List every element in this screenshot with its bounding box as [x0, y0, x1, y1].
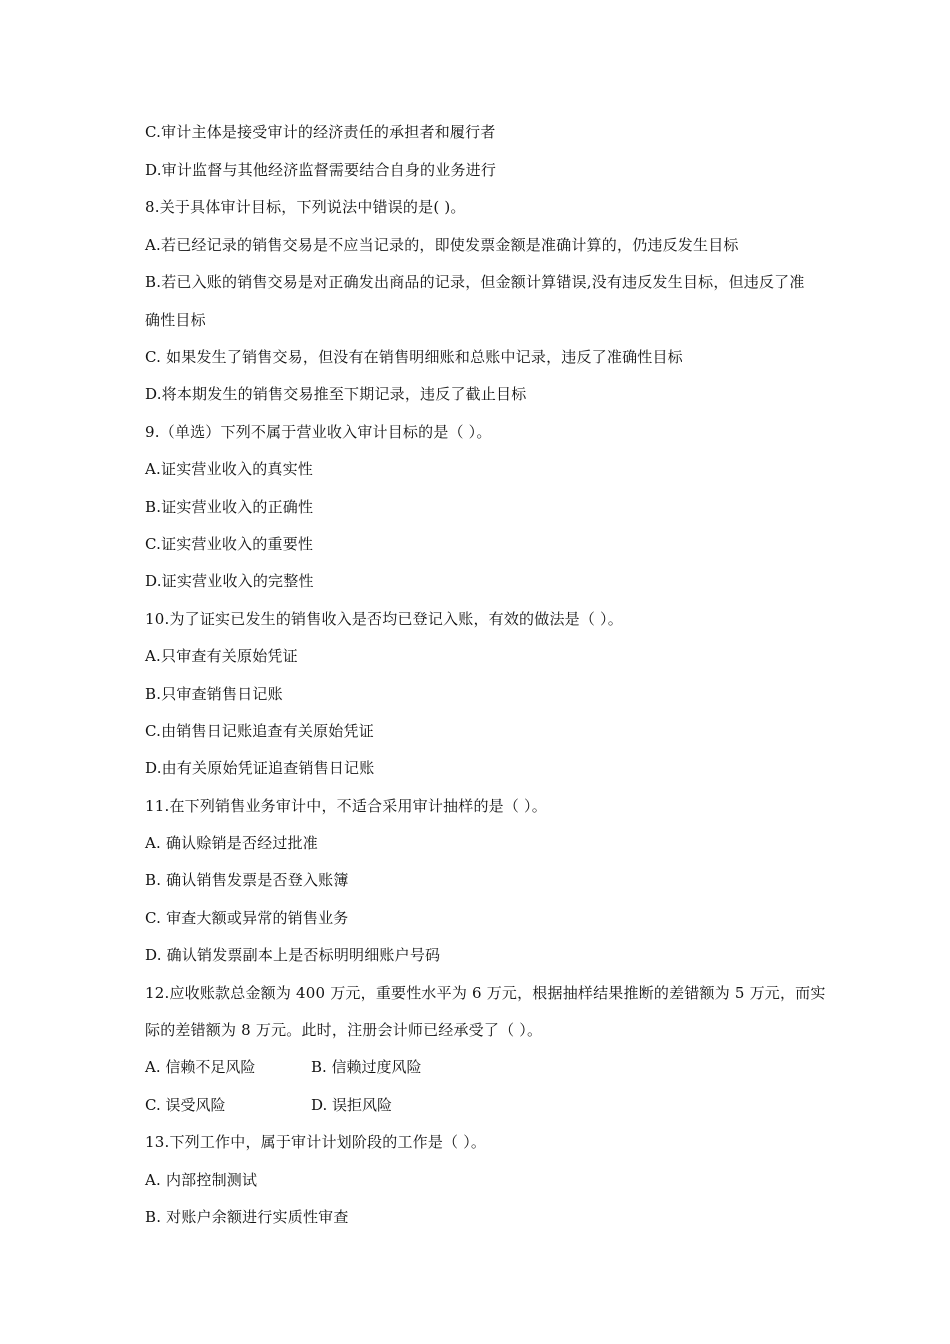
q8-option-a: A.若已经记录的销售交易是不应当记录的，即使发票金额是准确计算的，仍违反发生目标	[145, 236, 739, 254]
q11-option-c: C. 审查大额或异常的销售业务	[145, 909, 349, 927]
q8-option-d: D.将本期发生的销售交易推至下期记录，违反了截止目标	[145, 385, 527, 403]
q8-option-b: B.若已入账的销售交易是对正确发出商品的记录，但金额计算错误,没有违反发生目标，但违反了准	[145, 273, 805, 291]
q11-option-b: B. 确认销售发票是否登入账簿	[145, 871, 349, 889]
q10-stem: 10.为了证实已发生的销售收入是否均已登记入账，有效的做法是（ ）。	[145, 610, 623, 628]
q7-option-c: C.审计主体是接受审计的经济责任的承担者和履行者	[145, 123, 496, 141]
q12-option-a: A. 信赖不足风险	[145, 1058, 256, 1076]
q10-option-d: D.由有关原始凭证追查销售日记账	[145, 759, 375, 777]
q13-stem: 13.下列工作中，属于审计计划阶段的工作是（ ）。	[145, 1133, 487, 1151]
q8-option-b-cont: 确性目标	[145, 311, 206, 329]
q12-option-b: B. 信赖过度风险	[311, 1058, 422, 1076]
q13-option-a: A. 内部控制测试	[145, 1171, 258, 1189]
q8-option-c: C. 如果发生了销售交易，但没有在销售明细账和总账中记录，违反了准确性目标	[145, 348, 683, 366]
q12-stem: 12.应收账款总金额为 400 万元，重要性水平为 6 万元，根据抽样结果推断的差错额为 5 万元，而实	[145, 984, 826, 1002]
q9-option-d: D.证实营业收入的完整性	[145, 572, 314, 590]
q10-option-b: B.只审查销售日记账	[145, 685, 283, 703]
q11-option-d: D. 确认销发票副本上是否标明明细账户号码	[145, 946, 441, 964]
q9-option-c: C.证实营业收入的重要性	[145, 535, 314, 553]
q13-option-b: B. 对账户余额进行实质性审查	[145, 1208, 349, 1226]
q10-option-a: A.只审查有关原始凭证	[145, 647, 298, 665]
q12-option-d: D. 误拒风险	[311, 1096, 393, 1114]
q12-stem-cont: 际的差错额为 8 万元。此时，注册会计师已经承受了（ ）。	[145, 1021, 543, 1039]
q7-option-d: D.审计监督与其他经济监督需要结合自身的业务进行	[145, 161, 497, 179]
q8-stem: 8.关于具体审计目标，下列说法中错误的是( )。	[145, 198, 466, 216]
q9-option-a: A.证实营业收入的真实性	[145, 460, 314, 478]
q11-stem: 11.在下列销售业务审计中，不适合采用审计抽样的是（ ）。	[145, 797, 547, 815]
q11-option-a: A. 确认赊销是否经过批准	[145, 834, 318, 852]
q9-option-b: B.证实营业收入的正确性	[145, 498, 314, 516]
q12-option-c: C. 误受风险	[145, 1096, 226, 1114]
q9-stem: 9.（单选）下列不属于营业收入审计目标的是（ ）。	[145, 423, 492, 441]
q10-option-c: C.由销售日记账追查有关原始凭证	[145, 722, 374, 740]
